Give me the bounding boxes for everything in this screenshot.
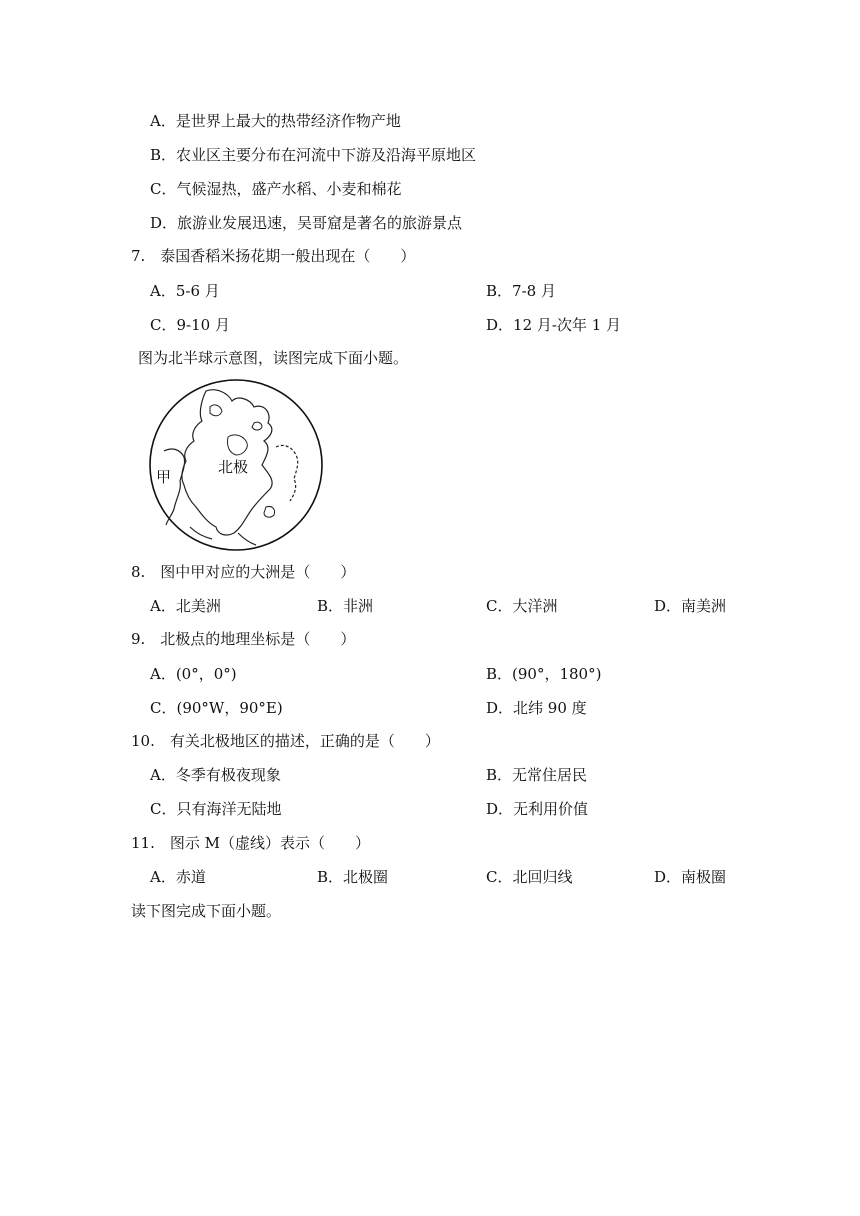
q11-option-b: B．北极圈 [317,868,389,886]
q9-stem: 9. 北极点的地理坐标是（ ） [131,630,356,648]
figure-label-jia: 甲 [156,468,172,486]
q8-stem: 8. 图中甲对应的大洲是（ ） [131,563,356,581]
figure-label-north-pole: 北极 [218,458,249,476]
q8-option-b: B．非洲 [317,597,374,615]
q10-option-c: C．只有海洋无陆地 [150,800,282,818]
q6-option-c: C．气候湿热，盛产水稻、小麦和棉花 [150,180,402,198]
q10-option-d: D．无利用价值 [486,800,589,818]
q11-option-c: C．北回归线 [486,868,573,886]
q8-option-d: D．南美洲 [654,597,727,615]
q6-option-b: B．农业区主要分布在河流中下游及沿海平原地区 [150,146,477,164]
q9-option-c: C．(90°W，90°E) [150,699,283,717]
next-figure-intro: 读下图完成下面小题。 [131,902,282,920]
q7-stem: 7. 泰国香稻米扬花期一般出现在（ ） [131,247,416,265]
q8-option-c: C．大洋洲 [486,597,558,615]
q7-option-d: D．12 月-次年 1 月 [486,316,622,334]
q10-stem: 10. 有关北极地区的描述，正确的是（ ） [131,732,440,750]
q11-option-a: A．赤道 [150,868,206,886]
q6-option-a: A．是世界上最大的热带经济作物产地 [150,112,401,130]
q11-option-d: D．南极圈 [654,868,727,886]
q9-option-b: B．(90°，180°) [486,665,602,683]
q7-option-c: C．9-10 月 [150,316,230,334]
q6-option-d: D．旅游业发展迅速，吴哥窟是著名的旅游景点 [150,214,463,232]
q10-option-a: A．冬季有极夜现象 [150,766,281,784]
q7-option-a: A．5-6 月 [150,282,220,300]
q10-option-b: B．无常住居民 [486,766,588,784]
q11-stem: 11. 图示 M（虚线）表示（ ） [131,834,370,852]
q7-option-b: B．7-8 月 [486,282,556,300]
figure-intro: 图为北半球示意图，读图完成下面小题。 [138,349,409,367]
q8-option-a: A．北美洲 [150,597,221,615]
q9-option-d: D．北纬 90 度 [486,699,587,717]
q9-option-a: A．(0°，0°) [150,665,237,683]
